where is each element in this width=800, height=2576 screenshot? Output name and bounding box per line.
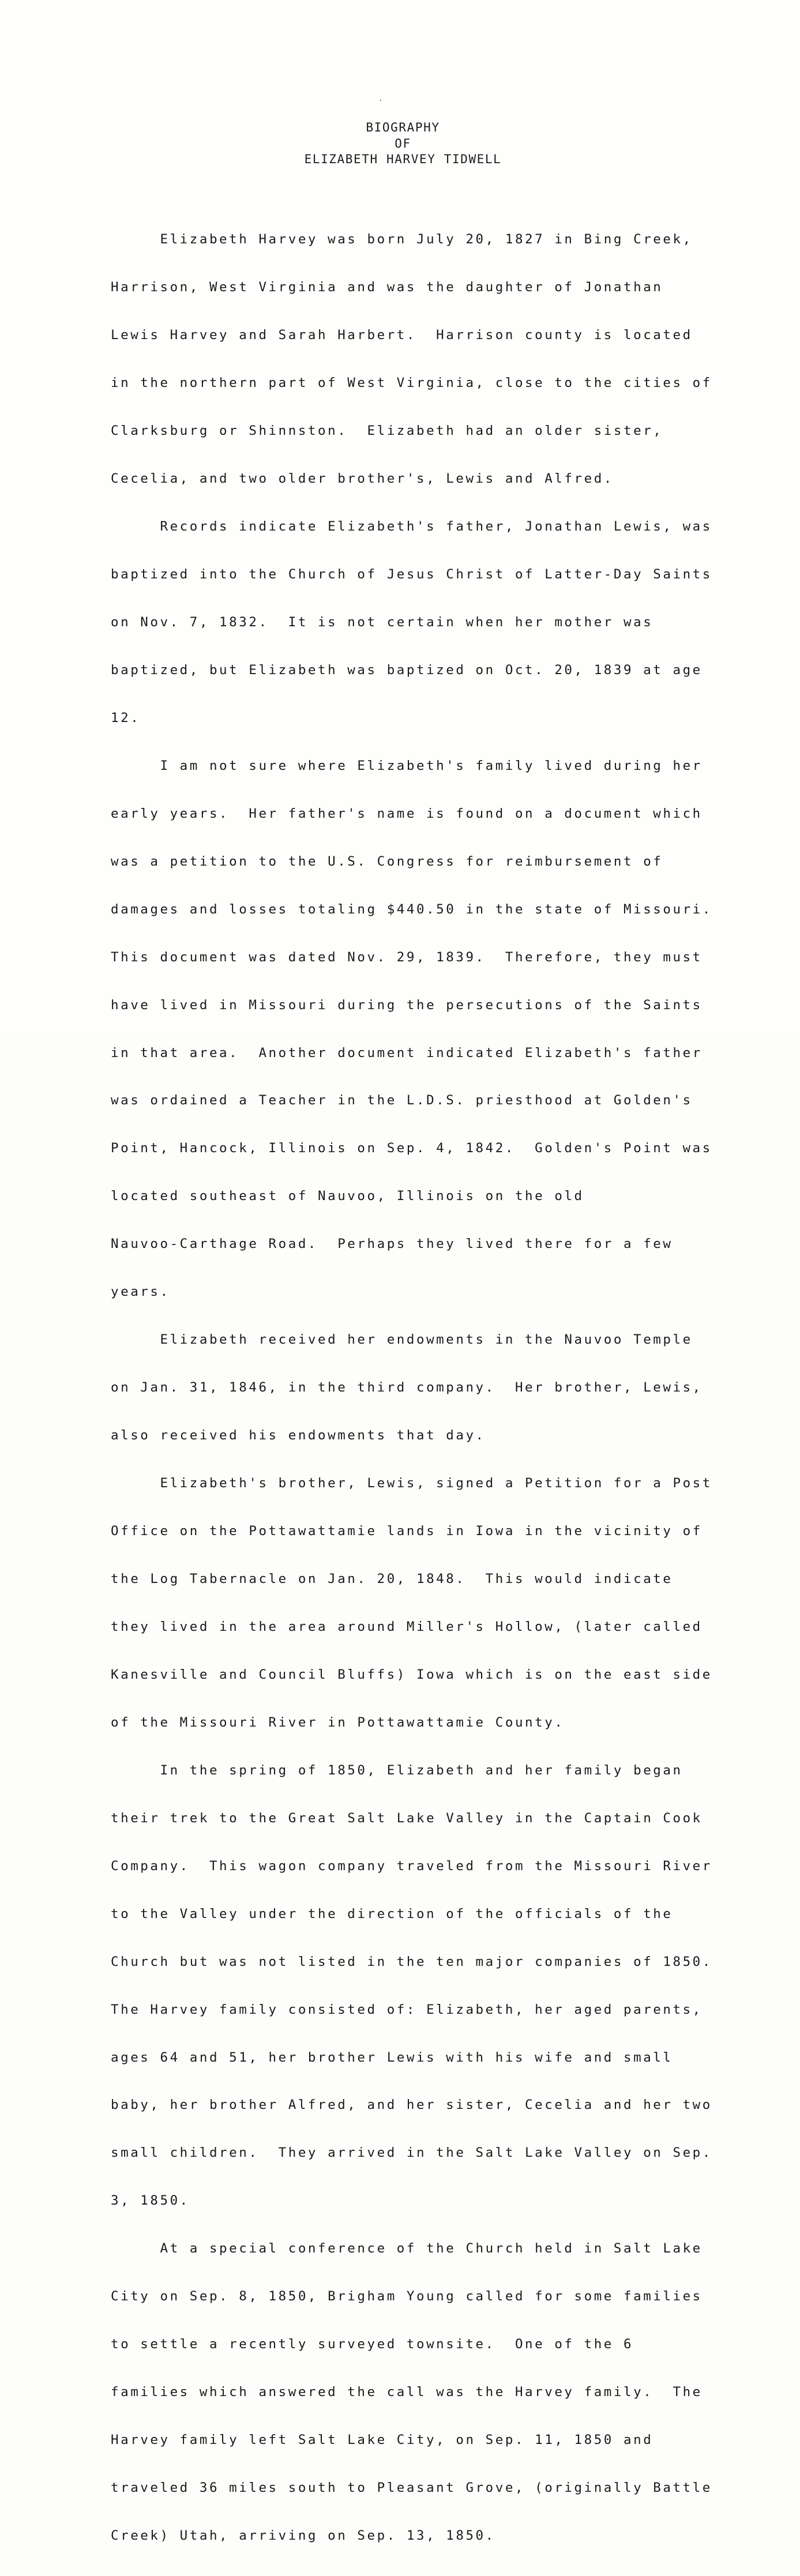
body-line: baby, her brother Alfred, and her sister, Cecelia and her two: [111, 2097, 712, 2113]
body-line: in that area. Another document indicated Elizabeth's father: [111, 1045, 703, 1061]
body-line: Elizabeth Harvey was born July 20, 1827 in Bing Creek,: [111, 232, 693, 247]
body-line: on Jan. 31, 1846, in the third company. Her brother, Lewis,: [111, 1380, 703, 1396]
body-line: have lived in Missouri during the persecutions of the Saints: [111, 997, 703, 1013]
body-line: 3, 1850.: [111, 2193, 190, 2209]
body-line: Kanesville and Council Bluffs) Iowa which is on the east side: [111, 1667, 712, 1682]
biography-body: [111, 200, 712, 2576]
body-line: Cecelia, and two older brother's, Lewis and Alfred.: [111, 471, 614, 487]
body-line: families which answered the call was the Harvey family. The: [111, 2385, 703, 2400]
body-line: Elizabeth's brother, Lewis, signed a Petition for a Post: [111, 1476, 712, 1491]
paper-speck: [380, 100, 381, 101]
body-line: in the northern part of West Virginia, close to the cities of: [111, 375, 712, 391]
body-line: Harvey family left Salt Lake City, on Sep. 11, 1850 and: [111, 2432, 653, 2448]
body-line: of the Missouri River in Pottawattamie County.: [111, 1714, 565, 1730]
body-line: located southeast of Nauvoo, Illinois on the old: [111, 1189, 584, 1204]
body-line: I am not sure where Elizabeth's family lived during her: [111, 758, 703, 773]
body-line: years.: [111, 1284, 170, 1300]
body-line: Nauvoo-Carthage Road. Perhaps they lived there for a few: [111, 1236, 673, 1252]
body-line: was ordained a Teacher in the L.D.S. priesthood at Golden's: [111, 1093, 693, 1108]
body-line: Company. This wagon company traveled from the Missouri River: [111, 1858, 712, 1874]
body-line: In the spring of 1850, Elizabeth and her family began: [111, 1762, 683, 1778]
body-line: they lived in the area around Miller's Hollow, (later called: [111, 1619, 703, 1634]
title-line: OF: [395, 136, 411, 151]
body-line: traveled 36 miles south to Pleasant Grove, (originally Battle: [111, 2480, 712, 2496]
body-line: ages 64 and 51, her brother Lewis with his wife and small: [111, 2049, 673, 2065]
body-line: Clarksburg or Shinnston. Elizabeth had an older sister,: [111, 423, 663, 439]
body-line: baptized into the Church of Jesus Christ of Latter-Day Saints: [111, 566, 712, 582]
body-line: Point, Hancock, Illinois on Sep. 4, 1842. Golden's Point was: [111, 1141, 712, 1156]
body-line: The Harvey family consisted of: Elizabeth, her aged parents,: [111, 2002, 703, 2017]
body-line: Office on the Pottawattamie lands in Iowa in the vicinity of: [111, 1524, 703, 1539]
body-line: Creek) Utah, arriving on Sep. 13, 1850.: [111, 2528, 495, 2544]
body-line: their trek to the Great Salt Lake Valley in the Captain Cook: [111, 1810, 703, 1826]
body-line: City on Sep. 8, 1850, Brigham Young called for some families: [111, 2289, 703, 2304]
body-line: Records indicate Elizabeth's father, Jonathan Lewis, was: [111, 519, 712, 535]
body-line: Elizabeth received her endowments in the Nauvoo Temple: [111, 1332, 693, 1348]
body-line: 12.: [111, 710, 141, 725]
body-line: on Nov. 7, 1832. It is not certain when her mother was: [111, 614, 653, 630]
body-line: the Log Tabernacle on Jan. 20, 1848. This would indicate: [111, 1571, 673, 1586]
body-line: Lewis Harvey and Sarah Harbert. Harrison county is located: [111, 328, 693, 343]
body-line: This document was dated Nov. 29, 1839. Therefore, they must: [111, 949, 703, 965]
title-line: ELIZABETH HARVEY TIDWELL: [304, 152, 502, 166]
title-line: BIOGRAPHY: [366, 121, 440, 134]
body-line: was a petition to the U.S. Congress for reimbursement of: [111, 853, 663, 869]
body-line: to the Valley under the direction of the officials of the: [111, 1906, 673, 1921]
body-line: to settle a recently surveyed townsite. One of the 6: [111, 2337, 634, 2352]
body-line: damages and losses totaling $440.50 in the state of Missouri.: [111, 901, 712, 917]
body-line: early years. Her father's name is found on a document which: [111, 806, 703, 821]
document-title: [0, 120, 800, 168]
body-line: Church but was not listed in the ten major companies of 1850.: [111, 1954, 712, 1969]
body-line: At a special conference of the Church held in Salt Lake: [111, 2241, 703, 2257]
body-line: small children. They arrived in the Salt Lake Valley on Sep.: [111, 2145, 712, 2161]
body-line: Harrison, West Virginia and was the daughter of Jonathan: [111, 280, 663, 295]
body-line: baptized, but Elizabeth was baptized on Oct. 20, 1839 at age: [111, 662, 703, 678]
body-line: also received his endowments that day.: [111, 1428, 486, 1443]
